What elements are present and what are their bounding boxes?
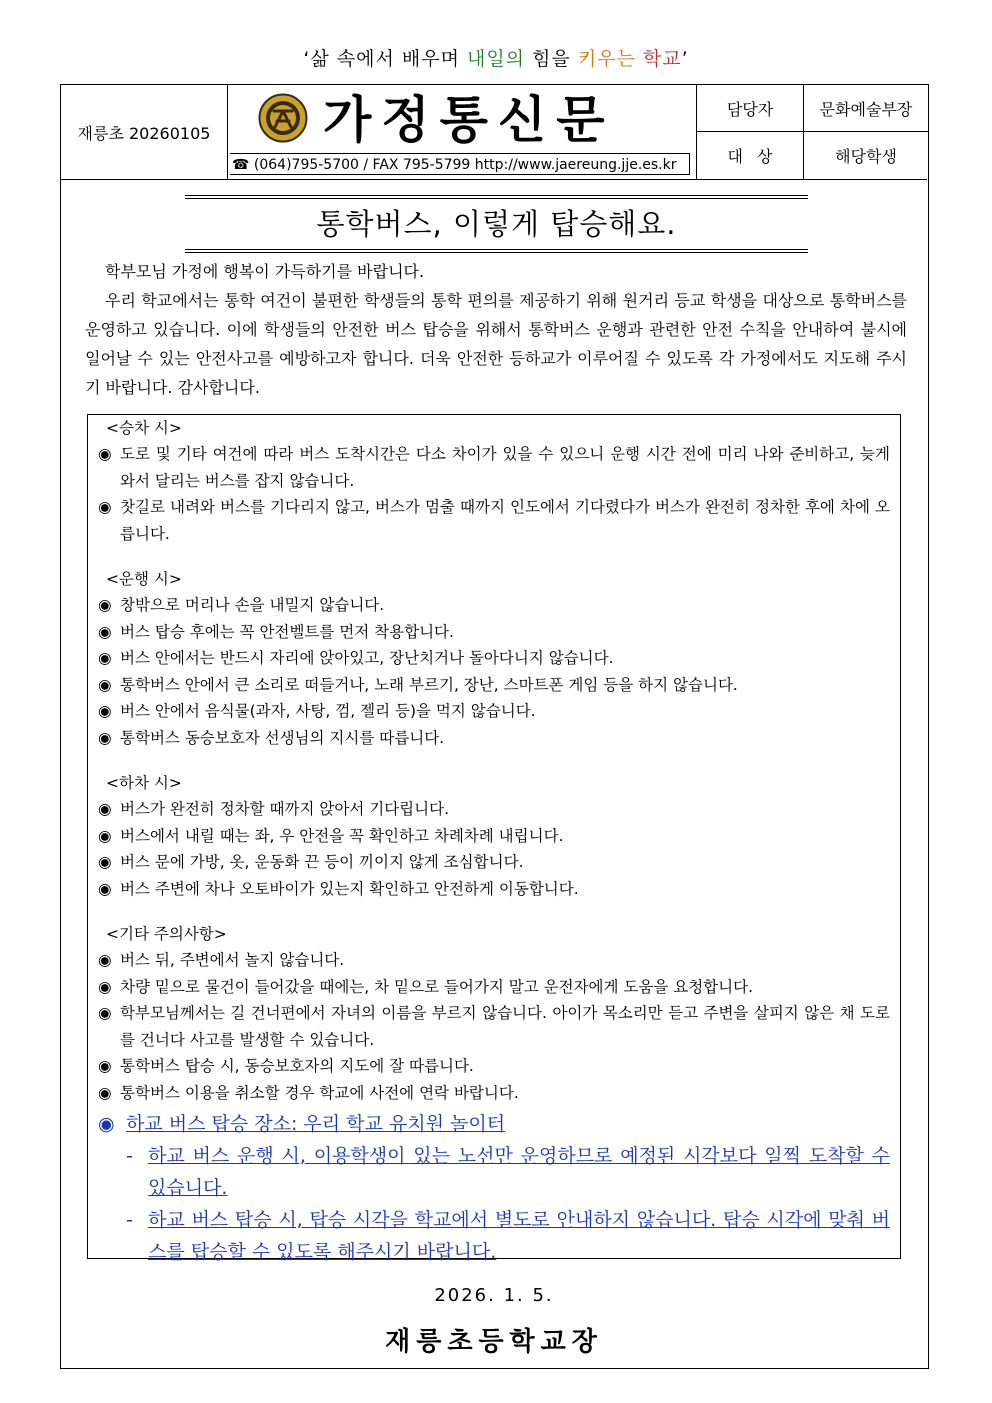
intro-paragraph: 학부모님 가정에 행복이 가득하기를 바랍니다. [105, 262, 425, 281]
target-value: 해당학생 [835, 147, 897, 166]
notice-line-text: 하교 버스 운행 시, 이용학생이 있는 노선만 운영하므로 예정된 시각보다 일찍 도착할 수 있습니다. [148, 1145, 890, 1199]
section-heading: <운행 시> [106, 570, 182, 588]
masthead-cell [228, 85, 696, 179]
pickup-location-notice [96, 1108, 890, 1140]
pickup-location-text: 하교 버스 탑승 장소: 우리 학교 유치원 놀이터 [126, 1113, 506, 1135]
dash-icon: - [126, 1145, 133, 1167]
bullet-icon: ◉ [98, 800, 112, 818]
rule-item-text: 찻길로 내려와 버스를 기다리지 않고, 버스가 멈출 때까지 인도에서 기다렸다가 버스가 완전히 정차한 후에 차에 오릅니다. [120, 498, 890, 543]
section-gap [96, 547, 890, 566]
rule-sections [96, 415, 890, 1106]
rule-item-text: 버스 안에서 음식물(과자, 사탕, 껌, 젤리 등)을 먹지 않습니다. [120, 702, 536, 720]
section-heading: <승차 시> [106, 419, 182, 437]
bullet-icon: ◉ [98, 675, 112, 694]
notice-line [96, 1140, 890, 1204]
rule-item-text: 버스 뒤, 주변에서 놀지 않습니다. [120, 951, 345, 969]
newsletter-frame [60, 84, 929, 1369]
bullet-icon: ◉ [98, 498, 112, 516]
rule-item [96, 974, 890, 1001]
rule-item [96, 947, 890, 974]
manager-value: 문화예술부장 [819, 99, 913, 119]
issue-date: 2026. 1. 5. [434, 1285, 554, 1306]
document-code: 재릉초 20260105 [61, 85, 228, 179]
rule-item [96, 725, 890, 752]
rule-item [96, 796, 890, 823]
bullet-icon: ◉ [98, 445, 112, 463]
bullet-icon: ◉ [98, 1113, 115, 1135]
rule-item [96, 619, 890, 646]
rule-item [96, 1053, 890, 1080]
rule-item [96, 592, 890, 619]
target-row [697, 132, 928, 179]
rule-item-text: 통학버스 이용을 취소할 경우 학교에 사전에 연락 바랍니다. [120, 1083, 519, 1102]
motto-part-2: 내일의 [466, 48, 526, 70]
rule-item [96, 698, 890, 725]
motto-part-3: 힘을 [525, 48, 578, 70]
motto-part-5: 학교 [635, 48, 682, 70]
bullet-icon: ◉ [98, 649, 112, 667]
bullet-icon: ◉ [98, 728, 112, 747]
motto-open-quote: ‘ [303, 48, 311, 70]
bullet-icon: ◉ [98, 622, 112, 641]
bullet-icon: ◉ [98, 1083, 112, 1102]
rule-item [96, 823, 890, 850]
bullet-icon: ◉ [98, 977, 112, 996]
school-emblem-icon [258, 93, 308, 143]
section-heading: <기타 주의사항> [106, 925, 227, 943]
rule-item-text: 버스가 완전히 정차할 때까지 앉아서 기다립니다. [120, 800, 450, 818]
rule-item [96, 1000, 890, 1053]
rule-item [96, 876, 890, 903]
masthead-title: 가정통신문 [323, 90, 615, 149]
motto-part-1: 삶 속에서 배우며 [310, 48, 467, 70]
motto-part-4: 키우는 [577, 48, 636, 70]
section-gap [96, 751, 890, 770]
rule-item-text: 통학버스 동승보호자 선생님의 지시를 따릅니다. [120, 728, 445, 747]
page-title: 통학버스, 이렇게 탑승해요. [185, 195, 808, 253]
school-motto [0, 44, 992, 71]
rule-item [96, 494, 890, 547]
motto-close-quote: ’ [681, 48, 689, 70]
intro-paragraph: 우리 학교에서는 통학 여건이 불편한 학생들의 통학 편의를 제공하기 위해 원거리 등교 학생을 대상으로 통학버스를 운영하고 있습니다. 이에 학생들의 안전한 버스 탑승을 위해서 통학버스 운행과 관련한 안전 수칙을 안내하여 불시에 일어날 수 있는 안전사고를 예방하고자 합니다. 더욱 안전한 등하교가 이루어질 수 있도록 각 가정에서도 지도해 주시기 바랍니다. 감사합니다. [85, 291, 907, 397]
header-table [61, 85, 927, 180]
intro-text [85, 257, 907, 402]
safety-rules-box [87, 414, 901, 1263]
rule-item-text: 학부모님께서는 길 건너편에서 자녀의 이름을 부르지 않습니다. 아이가 목소리만 듣고 주변을 살피지 않은 채 도로를 건너다 사고를 발생할 수 있습니다. [120, 1004, 890, 1049]
rule-item-text: 버스 주변에 차나 오토바이가 있는지 확인하고 안전하게 이동합니다. [120, 879, 579, 898]
manager-row [697, 85, 928, 132]
bullet-icon: ◉ [98, 826, 112, 845]
rule-item-text: 도로 및 기타 여건에 따라 버스 도착시간은 다소 차이가 있을 수 있으니 운행 시간 전에 미리 나와 준비하고, 늦게 와서 달리는 버스를 잡지 않습니다. [120, 445, 890, 490]
bullet-icon: ◉ [98, 853, 112, 871]
rule-item [96, 1080, 890, 1107]
rule-item-text: 통학버스 안에서 큰 소리로 떠들거나, 노래 부르기, 장난, 스마트폰 게임 등을 하지 않습니다. [120, 675, 738, 694]
info-table [696, 85, 927, 179]
rule-item [96, 849, 890, 876]
contact-line: ☎ (064)795-5700 / FAX 795-5799 http://www.jaereung.jje.es.kr [230, 153, 690, 175]
bullet-icon: ◉ [98, 702, 112, 720]
rule-item-text: 통학버스 탑승 시, 동승보호자의 지도에 잘 따릅니다. [120, 1057, 474, 1075]
rule-item-text: 창밖으로 머리나 손을 내밀지 않습니다. [120, 596, 385, 614]
rule-item [96, 672, 890, 699]
rule-item-text: 버스 안에서는 반드시 자리에 앉아있고, 장난치거나 돌아다니지 않습니다. [120, 649, 614, 667]
rule-item-text: 버스에서 내릴 때는 좌, 우 안전을 꼭 확인하고 차례차례 내립니다. [120, 826, 564, 845]
bullet-icon: ◉ [98, 879, 112, 898]
notice-line [96, 1204, 890, 1268]
bullet-icon: ◉ [98, 1004, 112, 1022]
section-heading: <하차 시> [106, 774, 182, 792]
target-label: 대상 [697, 132, 804, 179]
notice-line-text: 하교 버스 탑승 시, 탑승 시각을 학교에서 별도로 안내하지 않습니다. 탑승 시각에 맞춰 버스를 탑승할 수 있도록 해주시기 바랍니다. [148, 1209, 890, 1263]
rule-item [96, 441, 890, 494]
bullet-icon: ◉ [98, 1057, 112, 1075]
rule-item-text: 버스 탑승 후에는 꼭 안전벨트를 먼저 착용합니다. [120, 622, 454, 641]
rule-item-text: 버스 문에 가방, 옷, 운동화 끈 등이 끼이지 않게 조심합니다. [120, 853, 524, 871]
rule-item [96, 645, 890, 672]
manager-label: 담당자 [697, 85, 804, 131]
bullet-icon: ◉ [98, 596, 112, 614]
principal-signature: 재릉초등학교장 [385, 1327, 603, 1357]
bullet-icon: ◉ [98, 951, 112, 969]
rule-item-text: 차량 밑으로 물건이 들어갔을 때에는, 차 밑으로 들어가지 말고 운전자에게 도움을 요청합니다. [120, 977, 754, 996]
section-gap [96, 902, 890, 921]
dash-icon: - [126, 1209, 133, 1231]
